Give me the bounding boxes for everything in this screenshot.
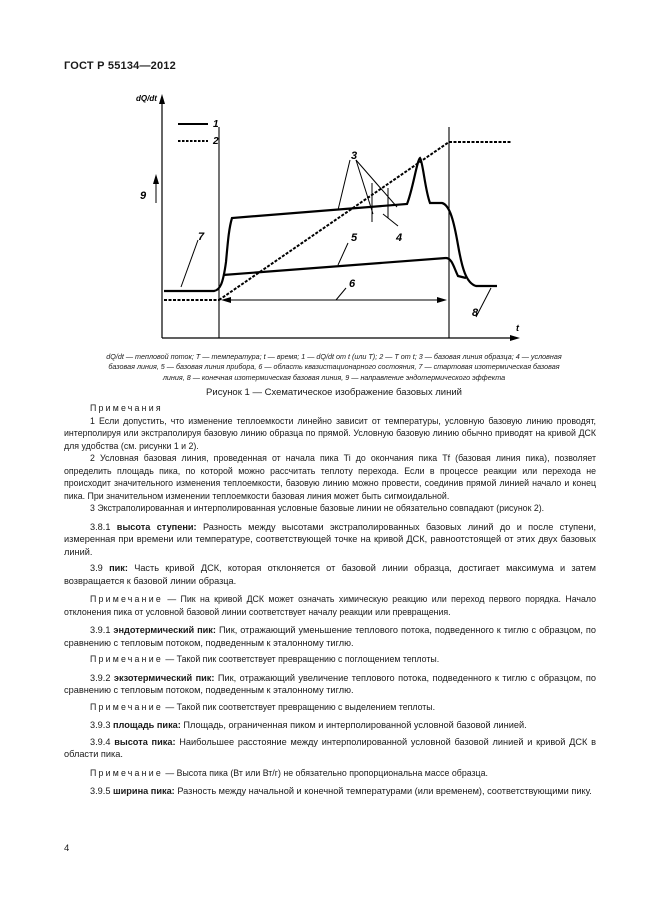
- note-label: Примечание: [90, 701, 163, 712]
- section-term: высота пика:: [114, 736, 176, 747]
- document-header: ГОСТ Р 55134—2012: [64, 60, 176, 72]
- note-3-9-1: [64, 653, 596, 666]
- note-text: — Пик на кривой ДСК может означать химическую реакцию или переход первого порядка. Начало отклонения пика от условной базовой линии соответствует началу реакции или превращения.: [64, 594, 596, 617]
- section-term: экзотермический пик:: [113, 672, 215, 683]
- note-text: — Такой пик соответствует превращению с выделением теплоты.: [165, 701, 436, 712]
- x-axis-label: t: [516, 323, 519, 333]
- section-3-9: [64, 562, 596, 587]
- section-text: Часть кривой ДСК, которая отклоняется от базовой линии образца, достигает максимума и затем возвращается к базовой линии образца.: [64, 563, 596, 586]
- section-term: площадь пика:: [113, 720, 181, 730]
- legend-text-line: линия, 8 — конечная изотермическая базовая линия, 9 — направление эндотермического эффекта: [162, 372, 506, 382]
- note-3-9-4: [64, 767, 596, 780]
- section-term: ширина пика:: [113, 786, 175, 796]
- legend: [178, 119, 219, 147]
- legend-label-1: 1: [213, 119, 219, 130]
- notes-title: Примечания: [90, 403, 163, 413]
- curve-1-dsc: [164, 158, 497, 291]
- note-text: — Такой пик соответствует превращению с поглощением теплоты.: [165, 654, 440, 664]
- figure-caption: Рисунок 1 — Схематическое изображение базовых линий: [206, 387, 462, 398]
- section-3-9-3: [64, 719, 596, 732]
- section-3-9-4: [64, 736, 596, 761]
- section-number: 3.9.1: [90, 625, 111, 635]
- quasi-stationary-interval: [221, 297, 447, 303]
- section-3-9-2: [64, 672, 596, 697]
- section-number: 3.9.4: [90, 736, 111, 747]
- y-axis-label: dQ/dt: [136, 94, 157, 103]
- section-text: Площадь, ограниченная пиком и интерполированной условной базовой линией.: [183, 720, 527, 730]
- note-3: 3 Экстраполированная и интерполированная условные базовые линии не обязательно совпадают (рисунок 2).: [90, 503, 545, 513]
- callout-8: 8: [472, 307, 479, 319]
- document-body: [64, 402, 596, 798]
- section-3-9-5: [64, 785, 596, 798]
- section-text: Пик, отражающий уменьшение теплового потока, подведенного к тиглю с образцом, по сравнению с тепловым потоком, подведенным к эталонному тиглю.: [64, 625, 596, 648]
- legend-text-line: базовая линия, 5 — базовая линия прибора, 6 — область квазистационарного состояния, 7 — стартовая изотермическая базовая: [108, 362, 560, 372]
- note-3-9-2: [64, 701, 596, 714]
- note-text: — Высота пика (Вт или Вт/г) не обязательно пропорциональна массе образца.: [165, 767, 488, 778]
- endothermic-direction-arrow: [153, 174, 159, 203]
- section-term: пик:: [109, 563, 128, 573]
- section-3-8-1: [64, 521, 596, 559]
- callout-7: 7: [198, 231, 205, 243]
- callout-4: 4: [396, 232, 403, 244]
- section-number: 3.9.2: [90, 672, 111, 683]
- baseline-diagram: [0, 0, 646, 360]
- section-text: Наибольшее расстояние между интерполированной условной базовой линией и кривой ДСК в области пика.: [64, 736, 596, 759]
- legend-text-line: dQ/dt — тепловой поток; T — температура; t — время; 1 — dQ/dt от t (или T); 2 — T от t; 3 — базовая линия образца; 4 — условная: [106, 352, 562, 361]
- section-term: высота ступени:: [116, 521, 197, 532]
- legend-label-2: 2: [213, 136, 219, 147]
- section-number: 3.9: [90, 563, 103, 573]
- callout-3: 3: [351, 150, 358, 162]
- section-number: 3.9.3: [90, 720, 111, 730]
- note-3-9: [64, 593, 596, 618]
- figure-legend-text: [64, 352, 604, 383]
- callout-6: 6: [349, 278, 356, 290]
- section-text: Разность между начальной и конечной температурами (или временем), соответствующими пику.: [177, 786, 592, 796]
- section-3-9-1: [64, 624, 596, 649]
- note-label: Примечание: [90, 654, 163, 664]
- note-label: Примечание: [90, 767, 163, 778]
- section-number: 3.8.1: [90, 521, 111, 532]
- section-text: Разность между высотами экстраполированных базовых линий до и после ступени, измеренная при времени или температуре, соответствующей точке на кривой ДСК, равноотстоящей от этих двух базовых линий.: [64, 521, 597, 557]
- section-number: 3.9.5: [90, 786, 111, 796]
- page-number: 4: [64, 843, 70, 854]
- note-2: 2 Условная базовая линия, проведенная от начала пика Ti до окончания пика Tf (базовая линия пика), позволяет определить площадь пика, по которой можно рассчитать теплоту перехода. Если в процессе реакции или перехода не происходит значительного изменения теплоемкости, базовую линию можно провести, соединив прямой линией начало и конец пика. При значительном изменении теплоемкости базовая линия может быть сигмоидальной.: [64, 453, 596, 501]
- y-axis: [159, 94, 165, 338]
- x-axis: [162, 335, 520, 341]
- section-text: Пик, отражающий увеличение теплового потока, подведенного к тиглю с образцом, по сравнению с тепловым потоком, подведенным к эталонному тиглю.: [64, 672, 596, 695]
- note-label: Примечание: [90, 594, 163, 604]
- callout-labels: [140, 150, 479, 319]
- instrument-baseline: [223, 258, 466, 278]
- callout-5: 5: [351, 232, 358, 244]
- note-1: 1 Если допустить, что изменение теплоемкости линейно зависит от температуры, условную базовую линию проводят, интерполируя или экстраполируя базовую линию образца по прямой. Условную базовую линию обычно приводят на кривой ДСК для удобства (см. рисунки 1 и 2).: [64, 415, 596, 451]
- callout-9: 9: [140, 190, 147, 202]
- section-term: эндотермический пик:: [113, 625, 216, 635]
